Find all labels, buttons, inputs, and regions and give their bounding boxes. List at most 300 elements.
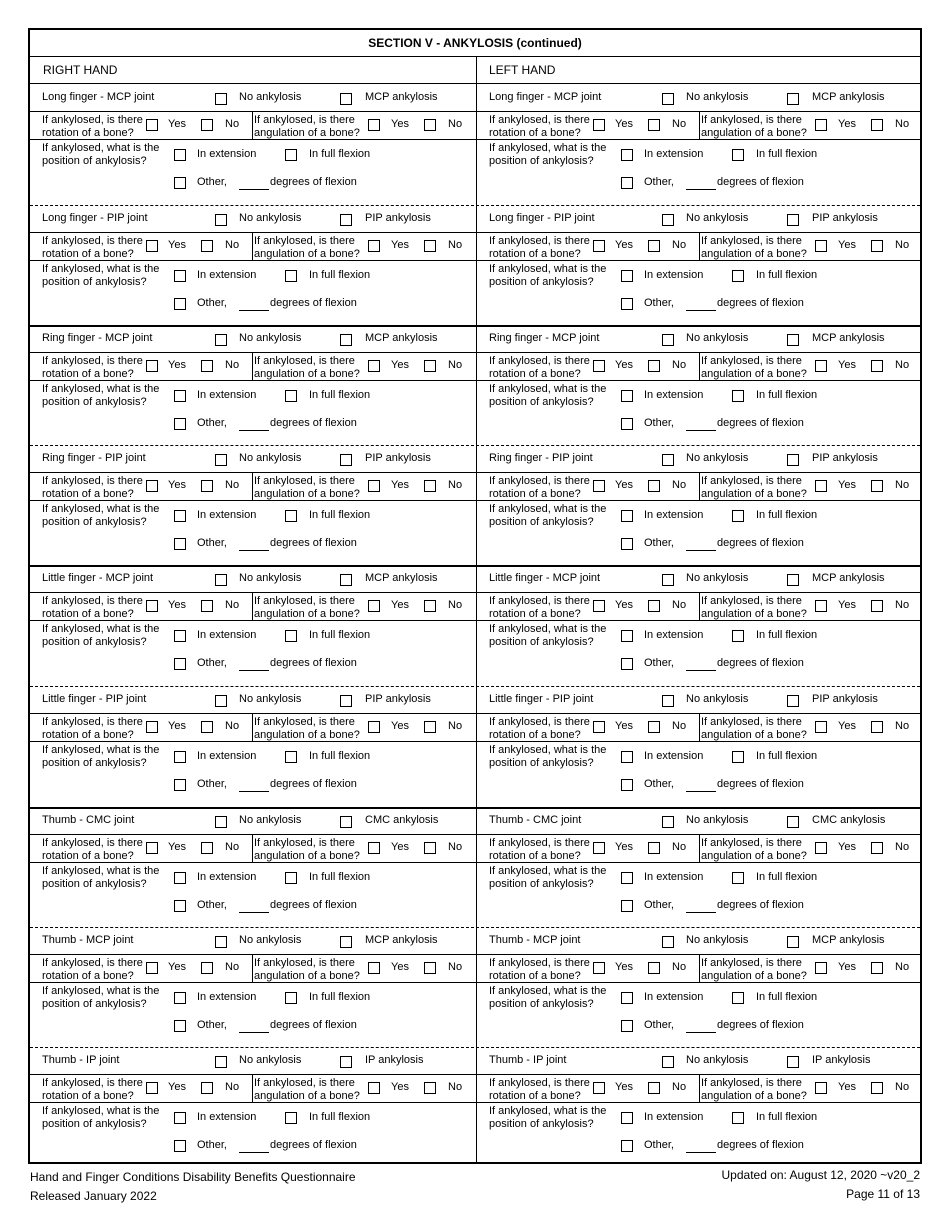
in-extension-checkbox[interactable] <box>174 1112 186 1124</box>
angulation-yes-checkbox[interactable] <box>815 480 827 492</box>
rotation-question: If ankylosed, is there rotation of a bone? <box>489 1077 590 1102</box>
no-ankylosis-label: No ankylosis <box>686 572 749 584</box>
full-flexion-checkbox[interactable] <box>285 751 297 763</box>
in-extension-checkbox[interactable] <box>174 270 186 282</box>
joint-block-left-7 <box>477 807 920 927</box>
rotation-no-label: No <box>672 239 687 251</box>
degrees-input[interactable] <box>239 791 269 792</box>
other-checkbox[interactable] <box>621 900 633 912</box>
rotation-yes-checkbox[interactable] <box>146 962 158 974</box>
degrees-input[interactable] <box>239 912 269 913</box>
angulation-yes-label: Yes <box>838 359 856 371</box>
other-checkbox[interactable] <box>621 779 633 791</box>
angulation-yes-label: Yes <box>391 359 409 371</box>
no-ankylosis-label: No ankylosis <box>239 934 302 946</box>
ankylosis-checkbox[interactable] <box>787 214 799 226</box>
rotation-no-checkbox[interactable] <box>648 119 660 131</box>
other-checkbox[interactable] <box>621 1020 633 1032</box>
ankylosis-checkbox[interactable] <box>787 574 799 586</box>
angulation-no-checkbox[interactable] <box>871 962 883 974</box>
rotation-yes-checkbox[interactable] <box>593 721 605 733</box>
rotation-yes-checkbox[interactable] <box>146 1082 158 1094</box>
rotation-no-label: No <box>225 841 240 853</box>
angulation-no-checkbox[interactable] <box>871 119 883 131</box>
full-flexion-checkbox[interactable] <box>285 270 297 282</box>
degrees-of-flexion-label: degrees of flexion <box>717 778 804 790</box>
divider-line-vertical <box>252 713 253 741</box>
angulation-no-checkbox[interactable] <box>424 721 436 733</box>
in-extension-label: In extension <box>197 1111 257 1123</box>
other-checkbox[interactable] <box>174 298 186 310</box>
angulation-yes-label: Yes <box>391 841 409 853</box>
full-flexion-checkbox[interactable] <box>285 390 297 402</box>
full-flexion-checkbox[interactable] <box>285 630 297 642</box>
rotation-no-label: No <box>672 118 687 130</box>
in-extension-checkbox[interactable] <box>174 751 186 763</box>
rotation-yes-checkbox[interactable] <box>593 360 605 372</box>
no-ankylosis-checkbox[interactable] <box>215 454 227 466</box>
rotation-no-checkbox[interactable] <box>648 962 660 974</box>
angulation-no-checkbox[interactable] <box>871 1082 883 1094</box>
degrees-of-flexion-label: degrees of flexion <box>717 899 804 911</box>
rotation-no-checkbox[interactable] <box>648 1082 660 1094</box>
angulation-yes-label: Yes <box>838 599 856 611</box>
angulation-question: If ankylosed, is there angulation of a bone? <box>701 716 807 741</box>
in-extension-checkbox[interactable] <box>621 1112 633 1124</box>
angulation-yes-checkbox[interactable] <box>368 842 380 854</box>
ankylosis-checkbox[interactable] <box>787 93 799 105</box>
joint-name: Thumb - MCP joint <box>42 934 134 946</box>
full-flexion-label: In full flexion <box>309 269 371 281</box>
ankylosis-checkbox[interactable] <box>340 816 352 828</box>
ankylosis-label: MCP ankylosis <box>812 332 885 344</box>
full-flexion-checkbox[interactable] <box>285 1112 297 1124</box>
degrees-input[interactable] <box>239 1152 269 1153</box>
rotation-question: If ankylosed, is there rotation of a bone? <box>489 355 590 380</box>
angulation-yes-checkbox[interactable] <box>815 1082 827 1094</box>
in-extension-checkbox[interactable] <box>621 630 633 642</box>
rotation-no-checkbox[interactable] <box>648 240 660 252</box>
rotation-yes-checkbox[interactable] <box>593 842 605 854</box>
other-checkbox[interactable] <box>621 298 633 310</box>
divider-line <box>30 352 476 353</box>
angulation-question: If ankylosed, is there angulation of a bone? <box>701 957 807 982</box>
full-flexion-label: In full flexion <box>309 991 371 1003</box>
other-checkbox[interactable] <box>621 1140 633 1152</box>
in-extension-label: In extension <box>644 871 704 883</box>
rotation-yes-checkbox[interactable] <box>146 360 158 372</box>
no-ankylosis-checkbox[interactable] <box>215 93 227 105</box>
position-question: If ankylosed, what is the position of ankylosis? <box>489 142 607 167</box>
rotation-no-checkbox[interactable] <box>201 842 213 854</box>
angulation-question: If ankylosed, is there angulation of a bone? <box>701 114 807 139</box>
degrees-input[interactable] <box>686 1032 716 1033</box>
angulation-no-checkbox[interactable] <box>871 842 883 854</box>
full-flexion-label: In full flexion <box>756 148 818 160</box>
full-flexion-label: In full flexion <box>756 750 818 762</box>
other-checkbox[interactable] <box>621 418 633 430</box>
rotation-yes-checkbox[interactable] <box>146 119 158 131</box>
rotation-no-label: No <box>672 961 687 973</box>
joint-name: Thumb - IP joint <box>489 1054 567 1066</box>
full-flexion-checkbox[interactable] <box>732 751 744 763</box>
position-question: If ankylosed, what is the position of ankylosis? <box>489 1105 607 1130</box>
joint-block-right-5 <box>30 565 476 686</box>
rotation-no-checkbox[interactable] <box>648 360 660 372</box>
no-ankylosis-checkbox[interactable] <box>662 334 674 346</box>
rotation-no-checkbox[interactable] <box>201 119 213 131</box>
ankylosis-checkbox[interactable] <box>787 695 799 707</box>
degrees-input[interactable] <box>686 791 716 792</box>
other-checkbox[interactable] <box>621 538 633 550</box>
full-flexion-checkbox[interactable] <box>732 390 744 402</box>
no-ankylosis-checkbox[interactable] <box>215 334 227 346</box>
in-extension-checkbox[interactable] <box>174 992 186 1004</box>
in-extension-checkbox[interactable] <box>621 872 633 884</box>
divider-line <box>30 232 476 233</box>
full-flexion-checkbox[interactable] <box>732 510 744 522</box>
no-ankylosis-checkbox[interactable] <box>662 695 674 707</box>
angulation-no-label: No <box>895 961 910 973</box>
angulation-no-checkbox[interactable] <box>424 240 436 252</box>
rotation-yes-label: Yes <box>168 359 186 371</box>
no-ankylosis-checkbox[interactable] <box>662 214 674 226</box>
angulation-yes-checkbox[interactable] <box>815 360 827 372</box>
angulation-yes-checkbox[interactable] <box>368 240 380 252</box>
degrees-input[interactable] <box>239 430 269 431</box>
rotation-question: If ankylosed, is there rotation of a bone? <box>489 837 590 862</box>
rotation-no-checkbox[interactable] <box>648 600 660 612</box>
other-checkbox[interactable] <box>174 658 186 670</box>
angulation-yes-checkbox[interactable] <box>368 721 380 733</box>
degrees-of-flexion-label: degrees of flexion <box>270 297 357 309</box>
joint-block-right-6 <box>30 686 476 807</box>
rotation-no-checkbox[interactable] <box>201 480 213 492</box>
ankylosis-label: MCP ankylosis <box>812 91 885 103</box>
ankylosis-checkbox[interactable] <box>340 574 352 586</box>
divider-line-vertical <box>699 111 700 139</box>
rotation-no-label: No <box>672 479 687 491</box>
degrees-input[interactable] <box>686 430 716 431</box>
angulation-no-checkbox[interactable] <box>424 119 436 131</box>
angulation-no-checkbox[interactable] <box>424 842 436 854</box>
angulation-no-checkbox[interactable] <box>871 480 883 492</box>
rotation-yes-checkbox[interactable] <box>593 119 605 131</box>
angulation-yes-label: Yes <box>391 961 409 973</box>
in-extension-checkbox[interactable] <box>621 992 633 1004</box>
ankylosis-checkbox[interactable] <box>340 214 352 226</box>
rotation-no-checkbox[interactable] <box>648 842 660 854</box>
other-checkbox[interactable] <box>174 779 186 791</box>
full-flexion-checkbox[interactable] <box>285 992 297 1004</box>
other-checkbox[interactable] <box>174 1020 186 1032</box>
full-flexion-label: In full flexion <box>756 389 818 401</box>
degrees-input[interactable] <box>686 1152 716 1153</box>
ankylosis-checkbox[interactable] <box>340 93 352 105</box>
full-flexion-checkbox[interactable] <box>285 510 297 522</box>
no-ankylosis-checkbox[interactable] <box>215 574 227 586</box>
angulation-yes-label: Yes <box>838 961 856 973</box>
position-question: If ankylosed, what is the position of ankylosis? <box>42 865 160 890</box>
in-extension-checkbox[interactable] <box>621 510 633 522</box>
degrees-of-flexion-label: degrees of flexion <box>717 657 804 669</box>
rotation-no-checkbox[interactable] <box>201 360 213 372</box>
ankylosis-checkbox[interactable] <box>787 1056 799 1068</box>
rotation-no-label: No <box>225 479 240 491</box>
position-question: If ankylosed, what is the position of ankylosis? <box>42 623 160 648</box>
angulation-no-checkbox[interactable] <box>871 721 883 733</box>
ankylosis-checkbox[interactable] <box>340 334 352 346</box>
rotation-yes-checkbox[interactable] <box>593 240 605 252</box>
in-extension-checkbox[interactable] <box>621 270 633 282</box>
divider-line-vertical <box>252 592 253 620</box>
no-ankylosis-label: No ankylosis <box>686 452 749 464</box>
full-flexion-checkbox[interactable] <box>732 270 744 282</box>
degrees-input[interactable] <box>239 550 269 551</box>
degrees-of-flexion-label: degrees of flexion <box>270 176 357 188</box>
other-label: Other, <box>197 537 227 549</box>
no-ankylosis-checkbox[interactable] <box>215 816 227 828</box>
rotation-yes-checkbox[interactable] <box>146 240 158 252</box>
ankylosis-checkbox[interactable] <box>787 936 799 948</box>
in-extension-checkbox[interactable] <box>174 390 186 402</box>
other-checkbox[interactable] <box>174 538 186 550</box>
angulation-no-checkbox[interactable] <box>424 962 436 974</box>
full-flexion-checkbox[interactable] <box>732 630 744 642</box>
full-flexion-checkbox[interactable] <box>732 1112 744 1124</box>
in-extension-label: In extension <box>197 389 257 401</box>
joint-block-left-8 <box>477 927 920 1047</box>
no-ankylosis-label: No ankylosis <box>686 1054 749 1066</box>
ankylosis-label: PIP ankylosis <box>365 452 431 464</box>
rotation-question: If ankylosed, is there rotation of a bone? <box>489 716 590 741</box>
angulation-no-checkbox[interactable] <box>424 480 436 492</box>
angulation-question: If ankylosed, is there angulation of a bone? <box>254 595 360 620</box>
other-label: Other, <box>197 1019 227 1031</box>
degrees-input[interactable] <box>686 550 716 551</box>
degrees-of-flexion-label: degrees of flexion <box>270 778 357 790</box>
ankylosis-form <box>28 28 922 1164</box>
full-flexion-label: In full flexion <box>756 269 818 281</box>
ankylosis-label: CMC ankylosis <box>365 814 439 826</box>
rotation-no-label: No <box>225 118 240 130</box>
no-ankylosis-checkbox[interactable] <box>662 816 674 828</box>
no-ankylosis-checkbox[interactable] <box>662 574 674 586</box>
divider-line <box>30 954 476 955</box>
other-checkbox[interactable] <box>621 658 633 670</box>
angulation-yes-checkbox[interactable] <box>368 600 380 612</box>
divider-line <box>30 592 476 593</box>
no-ankylosis-checkbox[interactable] <box>215 936 227 948</box>
angulation-no-checkbox[interactable] <box>871 360 883 372</box>
rotation-yes-checkbox[interactable] <box>593 600 605 612</box>
ankylosis-checkbox[interactable] <box>787 816 799 828</box>
full-flexion-checkbox[interactable] <box>285 149 297 161</box>
degrees-input[interactable] <box>239 670 269 671</box>
footer-released: Released January 2022 <box>30 1189 157 1203</box>
ankylosis-label: MCP ankylosis <box>812 572 885 584</box>
in-extension-label: In extension <box>197 148 257 160</box>
no-ankylosis-checkbox[interactable] <box>215 695 227 707</box>
rotation-no-checkbox[interactable] <box>201 600 213 612</box>
rotation-yes-checkbox[interactable] <box>146 600 158 612</box>
ankylosis-checkbox[interactable] <box>340 454 352 466</box>
no-ankylosis-checkbox[interactable] <box>662 454 674 466</box>
no-ankylosis-label: No ankylosis <box>686 934 749 946</box>
joint-block-right-1 <box>30 84 476 205</box>
divider-line-vertical <box>252 111 253 139</box>
in-extension-checkbox[interactable] <box>621 751 633 763</box>
other-checkbox[interactable] <box>174 418 186 430</box>
angulation-no-checkbox[interactable] <box>871 600 883 612</box>
degrees-input[interactable] <box>686 670 716 671</box>
full-flexion-checkbox[interactable] <box>732 149 744 161</box>
no-ankylosis-checkbox[interactable] <box>662 93 674 105</box>
rotation-yes-checkbox[interactable] <box>593 480 605 492</box>
rotation-no-checkbox[interactable] <box>648 480 660 492</box>
degrees-input[interactable] <box>686 310 716 311</box>
angulation-no-checkbox[interactable] <box>424 600 436 612</box>
rotation-yes-checkbox[interactable] <box>593 1082 605 1094</box>
angulation-no-label: No <box>895 479 910 491</box>
angulation-no-checkbox[interactable] <box>871 240 883 252</box>
ankylosis-label: MCP ankylosis <box>365 91 438 103</box>
joint-name: Ring finger - PIP joint <box>42 452 146 464</box>
section-title: SECTION V - ANKYLOSIS (continued) <box>30 30 920 57</box>
left-hand-header: LEFT HAND <box>476 57 920 84</box>
angulation-yes-checkbox[interactable] <box>368 119 380 131</box>
angulation-yes-checkbox[interactable] <box>368 1082 380 1094</box>
rotation-no-checkbox[interactable] <box>201 1082 213 1094</box>
rotation-question: If ankylosed, is there rotation of a bone? <box>42 475 143 500</box>
degrees-of-flexion-label: degrees of flexion <box>270 537 357 549</box>
rotation-yes-checkbox[interactable] <box>593 962 605 974</box>
position-question: If ankylosed, what is the position of ankylosis? <box>489 383 607 408</box>
angulation-question: If ankylosed, is there angulation of a bone? <box>701 837 807 862</box>
angulation-yes-checkbox[interactable] <box>815 721 827 733</box>
rotation-no-checkbox[interactable] <box>648 721 660 733</box>
rotation-no-checkbox[interactable] <box>201 240 213 252</box>
angulation-yes-checkbox[interactable] <box>368 962 380 974</box>
degrees-input[interactable] <box>686 912 716 913</box>
divider-line-vertical <box>699 592 700 620</box>
ankylosis-label: MCP ankylosis <box>365 332 438 344</box>
angulation-no-label: No <box>895 599 910 611</box>
angulation-question: If ankylosed, is there angulation of a bone? <box>701 355 807 380</box>
in-extension-checkbox[interactable] <box>174 872 186 884</box>
degrees-input[interactable] <box>239 1032 269 1033</box>
footer-updated: Updated on: August 12, 2020 ~v20_2 <box>721 1168 920 1182</box>
in-extension-label: In extension <box>197 269 257 281</box>
full-flexion-label: In full flexion <box>309 509 371 521</box>
ankylosis-label: PIP ankylosis <box>812 212 878 224</box>
other-checkbox[interactable] <box>174 900 186 912</box>
in-extension-checkbox[interactable] <box>621 390 633 402</box>
other-checkbox[interactable] <box>621 177 633 189</box>
in-extension-checkbox[interactable] <box>174 149 186 161</box>
joint-block-left-5 <box>477 565 920 686</box>
ankylosis-checkbox[interactable] <box>787 334 799 346</box>
angulation-question: If ankylosed, is there angulation of a bone? <box>701 235 807 260</box>
degrees-of-flexion-label: degrees of flexion <box>270 417 357 429</box>
ankylosis-checkbox[interactable] <box>340 695 352 707</box>
angulation-question: If ankylosed, is there angulation of a bone? <box>254 1077 360 1102</box>
in-extension-checkbox[interactable] <box>174 510 186 522</box>
angulation-question: If ankylosed, is there angulation of a bone? <box>701 475 807 500</box>
no-ankylosis-label: No ankylosis <box>686 693 749 705</box>
angulation-yes-checkbox[interactable] <box>815 240 827 252</box>
no-ankylosis-label: No ankylosis <box>686 332 749 344</box>
ankylosis-checkbox[interactable] <box>787 454 799 466</box>
rotation-yes-checkbox[interactable] <box>146 842 158 854</box>
ankylosis-label: PIP ankylosis <box>365 212 431 224</box>
degrees-input[interactable] <box>239 310 269 311</box>
full-flexion-checkbox[interactable] <box>732 872 744 884</box>
degrees-input[interactable] <box>239 189 269 190</box>
rotation-yes-label: Yes <box>168 599 186 611</box>
angulation-yes-checkbox[interactable] <box>815 600 827 612</box>
rotation-question: If ankylosed, is there rotation of a bone? <box>489 114 590 139</box>
joint-block-left-2 <box>477 205 920 325</box>
no-ankylosis-checkbox[interactable] <box>662 1056 674 1068</box>
in-extension-label: In extension <box>644 148 704 160</box>
ankylosis-label: PIP ankylosis <box>812 452 878 464</box>
angulation-no-checkbox[interactable] <box>424 1082 436 1094</box>
angulation-yes-checkbox[interactable] <box>815 119 827 131</box>
in-extension-checkbox[interactable] <box>621 149 633 161</box>
rotation-no-checkbox[interactable] <box>201 721 213 733</box>
no-ankylosis-checkbox[interactable] <box>662 936 674 948</box>
angulation-no-checkbox[interactable] <box>424 360 436 372</box>
no-ankylosis-label: No ankylosis <box>239 693 302 705</box>
joint-name: Little finger - MCP joint <box>489 572 601 584</box>
angulation-yes-checkbox[interactable] <box>368 360 380 372</box>
full-flexion-label: In full flexion <box>309 389 371 401</box>
joint-name: Long finger - PIP joint <box>42 212 148 224</box>
full-flexion-checkbox[interactable] <box>732 992 744 1004</box>
rotation-no-label: No <box>672 599 687 611</box>
rotation-no-label: No <box>672 720 687 732</box>
angulation-no-label: No <box>448 479 463 491</box>
rotation-yes-checkbox[interactable] <box>146 721 158 733</box>
angulation-yes-label: Yes <box>391 118 409 130</box>
angulation-yes-checkbox[interactable] <box>815 842 827 854</box>
degrees-input[interactable] <box>686 189 716 190</box>
angulation-yes-checkbox[interactable] <box>368 480 380 492</box>
full-flexion-checkbox[interactable] <box>285 872 297 884</box>
no-ankylosis-checkbox[interactable] <box>215 214 227 226</box>
full-flexion-label: In full flexion <box>309 148 371 160</box>
angulation-yes-checkbox[interactable] <box>815 962 827 974</box>
rotation-yes-checkbox[interactable] <box>146 480 158 492</box>
no-ankylosis-label: No ankylosis <box>239 1054 302 1066</box>
angulation-no-label: No <box>448 961 463 973</box>
no-ankylosis-label: No ankylosis <box>239 332 302 344</box>
other-checkbox[interactable] <box>174 1140 186 1152</box>
other-label: Other, <box>644 297 674 309</box>
position-question: If ankylosed, what is the position of ankylosis? <box>489 503 607 528</box>
ankylosis-checkbox[interactable] <box>340 1056 352 1068</box>
other-checkbox[interactable] <box>174 177 186 189</box>
no-ankylosis-checkbox[interactable] <box>215 1056 227 1068</box>
ankylosis-checkbox[interactable] <box>340 936 352 948</box>
divider-line-vertical <box>699 352 700 380</box>
divider-line-vertical <box>252 1074 253 1102</box>
rotation-no-checkbox[interactable] <box>201 962 213 974</box>
rotation-no-label: No <box>672 359 687 371</box>
in-extension-checkbox[interactable] <box>174 630 186 642</box>
rotation-yes-label: Yes <box>615 479 633 491</box>
